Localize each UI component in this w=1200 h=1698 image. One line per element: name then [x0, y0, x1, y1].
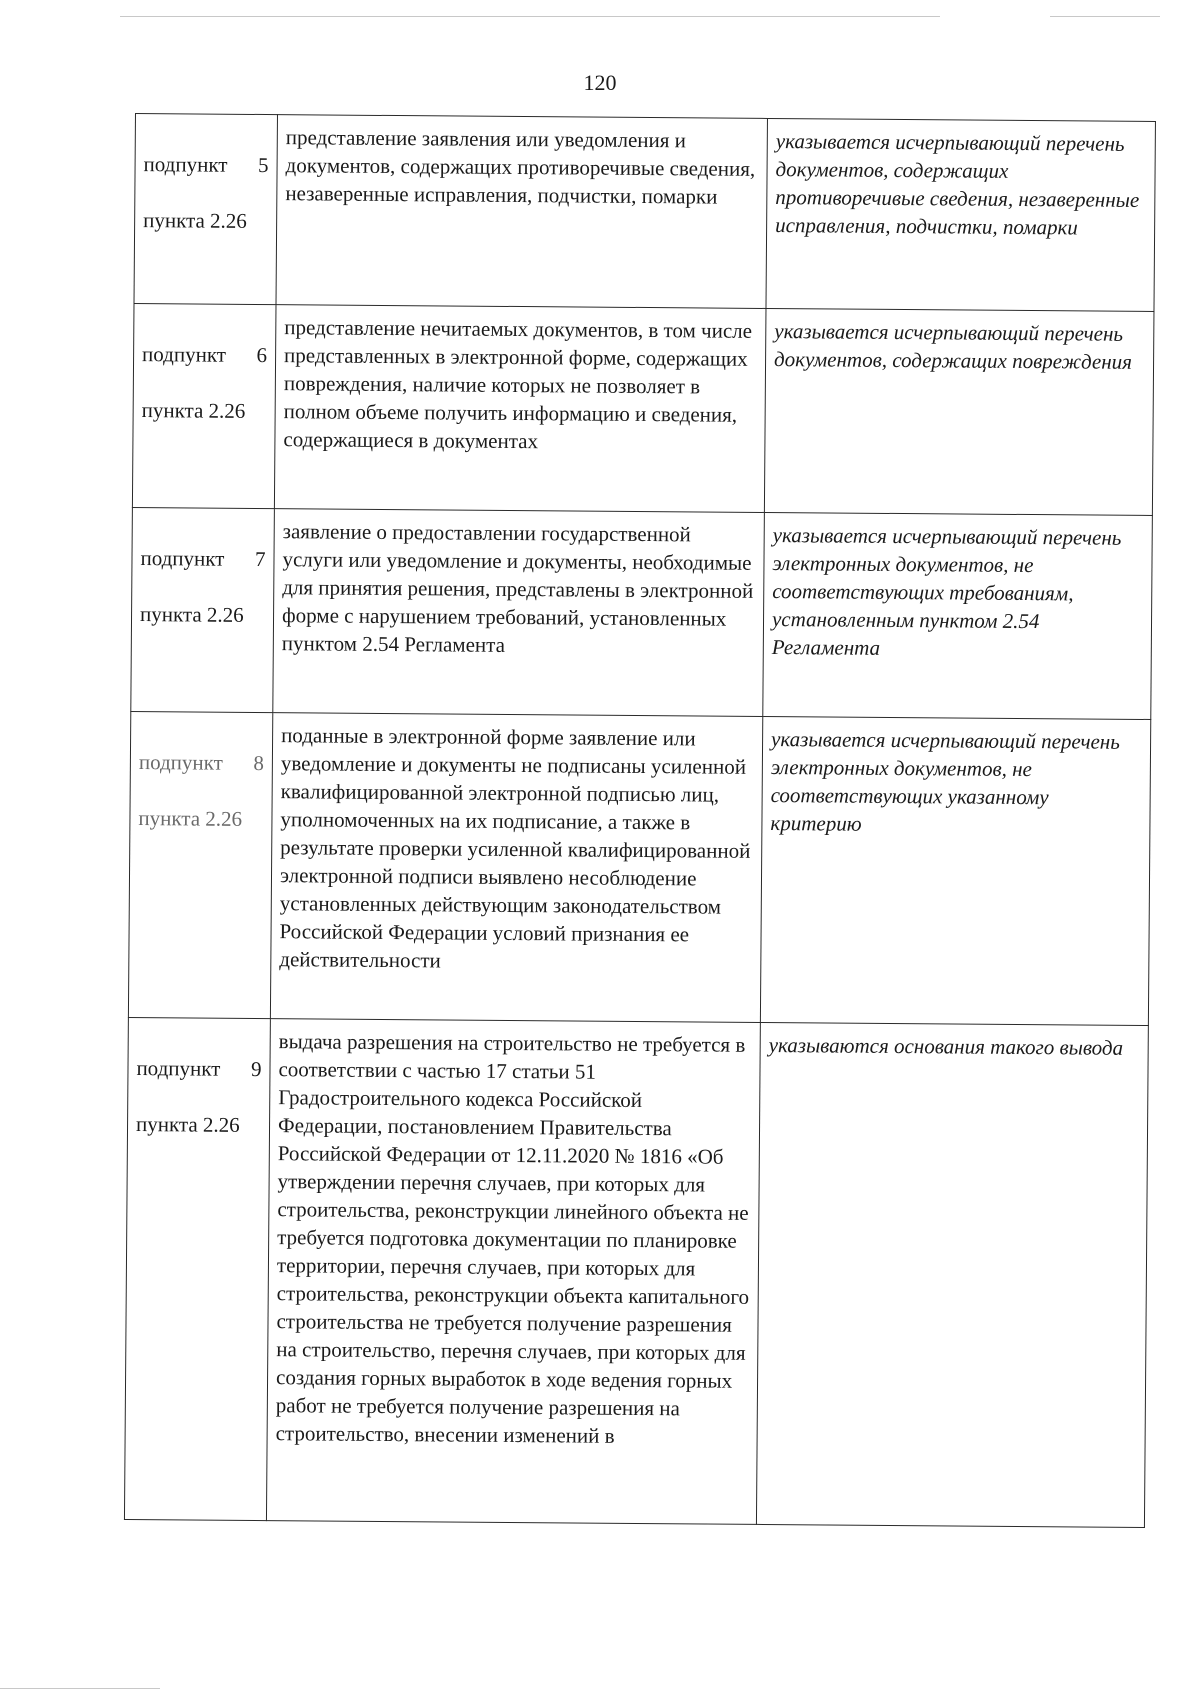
note-cell: указываются основания такого вывода: [756, 1022, 1148, 1527]
ref-point: пункта 2.26: [135, 1112, 240, 1137]
ref-word: подпункт: [136, 1056, 221, 1081]
condition-cell: представление нечитаемых документов, в том числе представленных в электронной форме, содержащих повреждения, наличие которых не позволяет в полном объеме получить информацию и сведения, содержащиеся в документах: [274, 305, 766, 513]
note-cell: указывается исчерпывающий перечень документов, содержащих повреждения: [764, 308, 1154, 515]
scan-artifact-line: [1050, 16, 1160, 17]
reference-cell: [128, 711, 272, 1018]
ref-point: пункта 2.26: [141, 398, 246, 423]
ref-number: 8: [253, 750, 264, 776]
reference-cell: [134, 114, 277, 305]
ref-word: подпункт: [140, 546, 225, 571]
scan-artifact-line: [0, 1688, 160, 1689]
condition-cell: представление заявления или уведомления и документов, содержащих противоречивые сведения, незаверенные исправления, подчистки, помарки: [276, 115, 767, 309]
table-row: [132, 303, 1154, 515]
ref-number: 9: [250, 1056, 262, 1082]
table-row: [134, 114, 1155, 312]
conditions-table: [124, 113, 1156, 1528]
ref-word: подпункт: [142, 342, 227, 367]
ref-point: пункта 2.26: [138, 806, 243, 831]
scan-artifact-line: [120, 16, 940, 17]
reference-cell: [132, 303, 276, 508]
ref-number: 5: [258, 152, 269, 178]
note-cell: указывается исчерпывающий перечень электронных документов, не соответствующих требованиям, установленным пунктом 2.54 Регламента: [763, 512, 1153, 719]
condition-cell: заявление о предоставлении государственной услуги или уведомление и документы, необходимые для принятия решения, представлены в электронной форме с нарушением требований, установленных пунктом 2.54 Регламента: [273, 509, 765, 717]
ref-word: подпункт: [143, 152, 228, 177]
table-row: [131, 507, 1153, 719]
condition-cell: поданные в электронной форме заявление или уведомление и документы не подписаны усиленной квалифицированной электронной подписью лиц, уполномоченных на их подписание, а также в результате проверки усиленной квалифицированной электронной подписи выявлено несоблюдение установленных действующим законодательством Российской Федерации условий признания ее действительности: [270, 713, 762, 1023]
condition-cell: выдача разрешения на строительство не требуется в соответствии с частью 17 статьи 51 Градостроительного кодекса Российской Федерации, постановлением Правительства Российской Федерации от 12.11.2020 № 1816 «Об утверждении перечня случаев, при которых для строительства, реконструкции линейного объекта не требуется подготовка документации по планировке территории, перечня случаев, при которых для строительства, реконструкции объекта капитального строительства не требуется получение разрешения на строительство, перечня случаев, при которых для создания горных выработок в ходе ведения горных работ не требуется получение разрешения на строительство, внесении изменений в: [266, 1019, 760, 1525]
ref-point: пункта 2.26: [143, 208, 247, 233]
table-row: [128, 711, 1150, 1025]
reference-cell: [131, 507, 275, 712]
ref-point: пункта 2.26: [139, 602, 244, 627]
reference-cell: [124, 1017, 270, 1520]
page-number: 120: [583, 70, 617, 95]
ref-number: 7: [254, 546, 266, 572]
table-row: [124, 1017, 1148, 1527]
note-cell: указывается исчерпывающий перечень документов, содержащих противоречивые сведения, незаверенные исправления, подчистки, помарки: [766, 118, 1155, 311]
ref-number: 6: [256, 342, 268, 368]
ref-word: подпункт: [138, 750, 223, 775]
note-cell: указывается исчерпывающий перечень электронных документов, не соответствующих указанному критерию: [760, 716, 1150, 1025]
